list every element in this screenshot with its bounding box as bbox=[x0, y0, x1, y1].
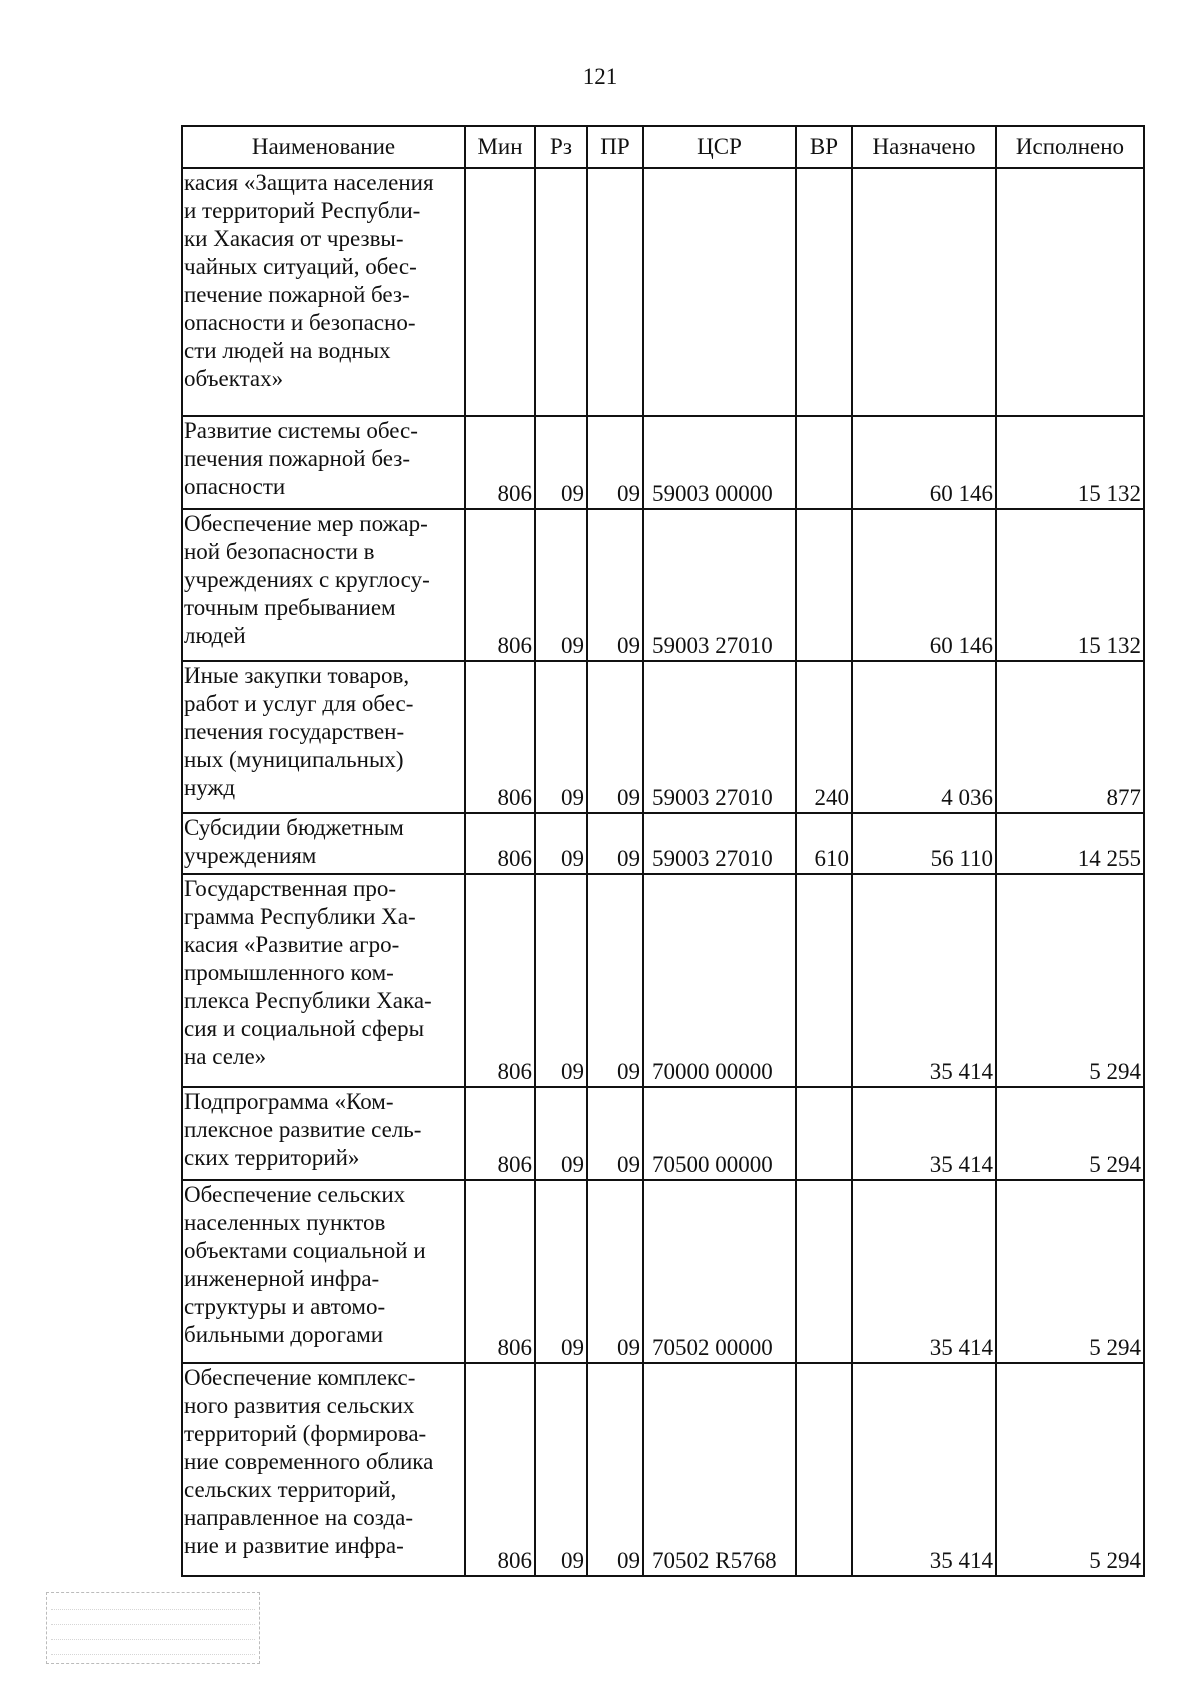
row-name: Иные закупки товаров, работ и услуг для обес- печения государствен- ных (муниципальных) нужд bbox=[182, 661, 465, 813]
row-pr: 09 bbox=[587, 1087, 643, 1180]
row-name: Государственная про- грамма Республики Ха- касия «Развитие агро- промышленного ком- плекса Республики Хака- сия и социальной сферы на селе» bbox=[182, 874, 465, 1087]
page-number: 121 bbox=[582, 64, 618, 89]
table-row bbox=[182, 416, 1144, 509]
row-csr: 59003 27010 bbox=[643, 509, 796, 661]
row-csr: 59003 00000 bbox=[643, 416, 796, 509]
row-rz: 09 bbox=[535, 1180, 587, 1363]
budget-table bbox=[181, 125, 1145, 1577]
row-csr: 59003 27010 bbox=[643, 813, 796, 874]
table-row bbox=[182, 813, 1144, 874]
row-name: Развитие системы обес- печения пожарной без- опасности bbox=[182, 416, 465, 509]
row-min: 806 bbox=[465, 661, 535, 813]
header-name: Наименование bbox=[182, 126, 465, 168]
row-rz: 09 bbox=[535, 509, 587, 661]
row-vr bbox=[796, 168, 852, 416]
row-assigned: 60 146 bbox=[852, 416, 996, 509]
row-name: Обеспечение сельских населенных пунктов объектами социальной и инженерной инфра- структуры и автомо- бильными дорогами bbox=[182, 1180, 465, 1363]
row-csr: 70000 00000 bbox=[643, 874, 796, 1087]
row-min: 806 bbox=[465, 813, 535, 874]
header-vr: ВР bbox=[796, 126, 852, 168]
row-min: 806 bbox=[465, 1087, 535, 1180]
row-rz bbox=[535, 168, 587, 416]
row-executed: 15 132 bbox=[996, 509, 1144, 661]
header-pr: ПР bbox=[587, 126, 643, 168]
row-executed: 5 294 bbox=[996, 874, 1144, 1087]
row-assigned: 56 110 bbox=[852, 813, 996, 874]
row-min: 806 bbox=[465, 1363, 535, 1576]
row-rz: 09 bbox=[535, 416, 587, 509]
row-rz: 09 bbox=[535, 874, 587, 1087]
table-row bbox=[182, 874, 1144, 1087]
row-pr bbox=[587, 168, 643, 416]
row-rz: 09 bbox=[535, 813, 587, 874]
row-name: Подпрограмма «Ком- плексное развитие сель- ских территорий» bbox=[182, 1087, 465, 1180]
row-assigned: 60 146 bbox=[852, 509, 996, 661]
row-min: 806 bbox=[465, 509, 535, 661]
row-min bbox=[465, 168, 535, 416]
row-min: 806 bbox=[465, 1180, 535, 1363]
row-executed: 14 255 bbox=[996, 813, 1144, 874]
row-vr bbox=[796, 509, 852, 661]
header-assigned: Назначено bbox=[852, 126, 996, 168]
row-rz: 09 bbox=[535, 661, 587, 813]
row-pr: 09 bbox=[587, 416, 643, 509]
header-row bbox=[182, 126, 1144, 168]
row-min: 806 bbox=[465, 874, 535, 1087]
row-executed: 5 294 bbox=[996, 1363, 1144, 1576]
row-assigned: 35 414 bbox=[852, 874, 996, 1087]
row-executed: 5 294 bbox=[996, 1087, 1144, 1180]
table-row bbox=[182, 509, 1144, 661]
row-assigned bbox=[852, 168, 996, 416]
row-pr: 09 bbox=[587, 874, 643, 1087]
row-vr bbox=[796, 1087, 852, 1180]
row-assigned: 4 036 bbox=[852, 661, 996, 813]
row-vr bbox=[796, 1363, 852, 1576]
row-assigned: 35 414 bbox=[852, 1087, 996, 1180]
row-vr: 240 bbox=[796, 661, 852, 813]
table-row bbox=[182, 1180, 1144, 1363]
row-assigned: 35 414 bbox=[852, 1180, 996, 1363]
row-csr: 70500 00000 bbox=[643, 1087, 796, 1180]
row-executed: 5 294 bbox=[996, 1180, 1144, 1363]
row-csr: 70502 R5768 bbox=[643, 1363, 796, 1576]
row-vr: 610 bbox=[796, 813, 852, 874]
row-vr bbox=[796, 1180, 852, 1363]
row-min: 806 bbox=[465, 416, 535, 509]
row-vr bbox=[796, 416, 852, 509]
row-name: Субсидии бюджетным учреждениям bbox=[182, 813, 465, 874]
header-executed: Исполнено bbox=[996, 126, 1144, 168]
row-executed: 15 132 bbox=[996, 416, 1144, 509]
faded-stamp-graphic bbox=[46, 1592, 260, 1664]
row-csr: 59003 27010 bbox=[643, 661, 796, 813]
row-name: Обеспечение мер пожар- ной безопасности в учреждениях с круглосу- точным пребыванием людей bbox=[182, 509, 465, 661]
row-name: касия «Защита населения и территорий Республи- ки Хакасия от чрезвы- чайных ситуаций, обес- печение пожарной без- опасности и безопасно- сти людей на водных объектах» bbox=[182, 168, 465, 416]
row-rz: 09 bbox=[535, 1087, 587, 1180]
row-pr: 09 bbox=[587, 509, 643, 661]
row-rz: 09 bbox=[535, 1363, 587, 1576]
row-pr: 09 bbox=[587, 661, 643, 813]
table-row bbox=[182, 661, 1144, 813]
row-csr bbox=[643, 168, 796, 416]
header-csr: ЦСР bbox=[643, 126, 796, 168]
table-row bbox=[182, 1087, 1144, 1180]
row-pr: 09 bbox=[587, 1180, 643, 1363]
row-csr: 70502 00000 bbox=[643, 1180, 796, 1363]
header-min: Мин bbox=[465, 126, 535, 168]
row-vr bbox=[796, 874, 852, 1087]
row-pr: 09 bbox=[587, 1363, 643, 1576]
row-name: Обеспечение комплекс- ного развития сельских территорий (формирова- ние современного облика сельских территорий, направленное на созда- ние и развитие инфра- bbox=[182, 1363, 465, 1576]
header-rz: Рз bbox=[535, 126, 587, 168]
table-row bbox=[182, 168, 1144, 416]
row-executed bbox=[996, 168, 1144, 416]
row-pr: 09 bbox=[587, 813, 643, 874]
table-row bbox=[182, 1363, 1144, 1576]
row-assigned: 35 414 bbox=[852, 1363, 996, 1576]
row-executed: 877 bbox=[996, 661, 1144, 813]
